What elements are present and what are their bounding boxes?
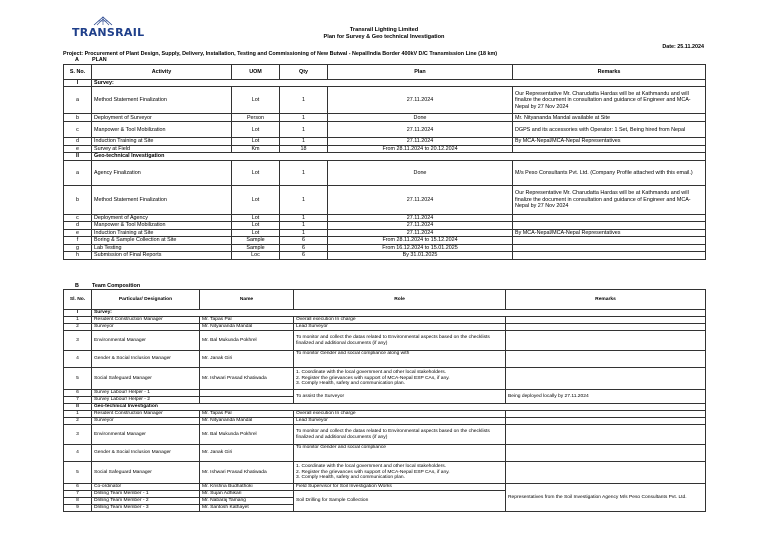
col-header-qty: Qty [280,65,328,80]
row-activity: Agency Finalization [92,160,232,185]
table-row [64,87,706,114]
row-number: 8 [64,498,92,505]
row-number: d [64,222,92,229]
row-number: 5 [64,368,92,390]
team-table [63,289,706,512]
row-name: Mr. Bal Mukunda Pokhrel [200,425,294,445]
row-number: e [64,145,92,152]
section-a-label: PLAN [92,57,107,63]
row-role: Overall execution In charge [294,317,506,324]
row-uom: Lot [232,229,280,236]
section-row-survey [64,80,706,87]
row-qty: 1 [280,138,328,145]
row-remarks [506,331,706,351]
row-number: 7 [64,491,92,498]
row-remarks: By MCA-Nepal/MCA-Nepal Representatives [513,229,706,236]
row-remarks [506,411,706,418]
row-plan: From 28.11.2024 to 20.12.2024 [328,145,513,152]
row-uom: Person [232,114,280,122]
row-activity: Boring & Sample Collection at Site [92,237,232,244]
row-qty: 6 [280,237,328,244]
row-number: 9 [64,505,92,512]
row-activity: Manpower & Tool Mobilization [92,122,232,138]
table-row [64,368,706,390]
section-b-label: Team Composition [92,283,141,289]
row-number: f [64,237,92,244]
plan-table [63,64,706,260]
row-number: 5 [64,462,92,484]
row-designation: Gender & Social Inclusion Manager [92,445,200,462]
table-row [64,390,706,397]
row-number: 3 [64,425,92,445]
row-qty: 1 [280,229,328,236]
row-designation: Gender & Social Inclusion Manager [92,351,200,368]
row-name [200,397,294,404]
row-name: Mr. Tapas Pal [200,411,294,418]
row-activity: Survey at Field [92,145,232,152]
row-remarks: By MCA-Nepal/MCA-Nepal Representatives [513,138,706,145]
row-name: Mr. Ishwari Prasad Khatiwada [200,368,294,390]
section-number: I [64,310,92,317]
row-role: Lead Surveyor [294,418,506,425]
row-remarks [506,324,706,331]
row-number: c [64,122,92,138]
row-number: d [64,138,92,145]
row-plan: 27.11.2024 [328,122,513,138]
row-number: 6 [64,484,92,491]
table-row [64,324,706,331]
table-row [64,214,706,221]
row-remarks: Our Representative Mr. Charudatta Hardas will be at Kathmandu and will finalize the document in consultation and guidance of Engineer and MCA-Nepal by 27 Nov 2024 [513,185,706,214]
row-uom: Loc [232,252,280,259]
row-designation: Resident Construction Manager [92,411,200,418]
col-header-role: Role [294,290,506,310]
row-uom: Lot [232,87,280,114]
row-name: Mr. Nityananda Mandal [200,418,294,425]
row-qty: 6 [280,252,328,259]
row-plan: From 28.11.2024 to 15.12.2024 [328,237,513,244]
plan-header-row [64,65,706,80]
table-row [64,138,706,145]
row-remarks [506,317,706,324]
row-remarks [506,418,706,425]
row-name: Mr. Krishna Budhathoki [200,484,294,491]
section-title: Survey: [92,310,706,317]
row-activity: Submission of Final Reports [92,252,232,259]
row-remarks [506,368,706,390]
table-row [64,462,706,484]
row-activity: Manpower & Tool Mobilization [92,222,232,229]
row-role: 1. Coordinate with the local government and other local stakeholders. 2. Register the grievances with support of MCA-Nepal ESP CAs, if any. 3. Comply Health, safety and communication plan. [294,368,506,390]
row-number: 4 [64,351,92,368]
row-number: a [64,87,92,114]
row-number: 1 [64,411,92,418]
company-logo [72,16,145,42]
row-activity: Method Statement Finalization [92,87,232,114]
row-remarks [513,214,706,221]
row-designation: Social Safeguard Manager [92,462,200,484]
row-designation: Drilling Team Member - 3 [92,505,200,512]
row-qty: 1 [280,122,328,138]
row-designation: Drilling Team Member - 2 [92,498,200,505]
table-row [64,484,706,491]
row-uom: Lot [232,138,280,145]
section-row-survey-team [64,310,706,317]
row-activity: Induction Training at Site [92,229,232,236]
table-row [64,237,706,244]
row-qty: 1 [280,160,328,185]
row-name: Mr. Janak Giri [200,445,294,462]
row-activity: Lab Testing [92,244,232,251]
table-row [64,244,706,251]
row-plan: 27.11.2024 [328,222,513,229]
row-name: Mr. Santosh Kathayet [200,505,294,512]
row-designation: Surveyor [92,324,200,331]
row-uom: Lot [232,214,280,221]
section-row-geo-team [64,404,706,411]
row-remarks [513,237,706,244]
row-name: Mr. Ishwari Prasad Khatiwada [200,462,294,484]
row-designation: Survey Labour/ Helper - 1 [92,390,200,397]
section-title: Survey: [92,80,706,87]
row-uom: Lot [232,185,280,214]
table-row [64,425,706,445]
row-name: Mr. Tapas Pal [200,317,294,324]
table-row [64,418,706,425]
row-uom: Sample [232,237,280,244]
row-remarks: Representatives from the Soil Investigation Agency M/s Peso Consultants Pvt. Ltd. [506,484,706,512]
row-name: Mr. Nityananda Mandal [200,324,294,331]
row-role: To monitor and collect the datas related to Environmental aspects based on the checklists finalized and additional documents (if any) [294,425,506,445]
row-number: 1 [64,317,92,324]
row-designation: Social Safeguard Manager [92,368,200,390]
logo-wordmark: TRANSRAIL [72,26,145,39]
company-name: Transrail Lighting Limited [349,27,419,33]
row-remarks [506,445,706,462]
table-row [64,252,706,259]
row-number: 6 [64,390,92,397]
row-remarks: DGPS and its accessories with Operator: 1 Set, Being hired from Nepal [513,122,706,138]
section-number: I [64,80,92,87]
row-plan: Done [328,114,513,122]
table-row [64,351,706,368]
col-header-team-remarks: Remarks [506,290,706,310]
row-number: 7 [64,397,92,404]
section-number: II [64,153,92,160]
row-remarks [506,351,706,368]
row-qty: 1 [280,114,328,122]
col-header-plan: Plan [328,65,513,80]
row-qty: 1 [280,185,328,214]
table-row [64,445,706,462]
row-designation: Co-ordinator [92,484,200,491]
section-title: Geo-technical Investigation [92,404,706,411]
row-remarks: M/s Peso Consultants Pvt. Ltd. (Company Profile attached with this email.) [513,160,706,185]
row-remarks: Mr. Nityananda Mandal available at Site [513,114,706,122]
row-role: Lead Surveyor [294,324,506,331]
row-name: Mr. Janak Giri [200,351,294,368]
row-role: To monitor Gender and social compliance along with [294,351,506,368]
row-uom: Sample [232,244,280,251]
row-role: Overall execution In charge [294,411,506,418]
row-number: a [64,160,92,185]
col-header-slno: Sl. No. [64,290,92,310]
section-title: Geo-technical Investigation [92,153,706,160]
row-role: Soil Drilling for Sample Collection [294,491,506,512]
row-designation: Environmental Manager [92,331,200,351]
row-plan: 27.11.2024 [328,214,513,221]
row-remarks [513,145,706,152]
row-plan: 27.11.2024 [328,138,513,145]
row-role: To assist the Surveyor [294,390,506,404]
row-plan: 27.11.2024 [328,87,513,114]
row-designation: Surveyor [92,418,200,425]
col-header-activity: Activity [92,65,232,80]
row-activity: Method Statement Finalization [92,185,232,214]
row-designation: Environmental Manager [92,425,200,445]
row-name [200,390,294,397]
row-designation: Drilling Team Member - 1 [92,491,200,498]
col-header-sno: S. No. [64,65,92,80]
table-row [64,222,706,229]
row-name: Mr. Bal Mukunda Pokhrel [200,331,294,351]
table-row [64,122,706,138]
row-uom: Km [232,145,280,152]
row-plan: From 16.12.2024 to 15.01.2025 [328,244,513,251]
row-number: c [64,214,92,221]
row-number: b [64,114,92,122]
row-plan: 27.11.2024 [328,185,513,214]
row-qty: 1 [280,214,328,221]
row-role: To monitor Gender and social compliance [294,445,506,462]
row-remarks [513,244,706,251]
row-uom: Lot [232,160,280,185]
row-designation: Resident Construction Manager [92,317,200,324]
row-activity: Deployment of Surveyor [92,114,232,122]
table-row [64,331,706,351]
section-b-letter: B [75,283,79,289]
row-qty: 6 [280,244,328,251]
row-uom: Lot [232,122,280,138]
row-number: e [64,229,92,236]
table-row [64,185,706,214]
row-number: 3 [64,331,92,351]
table-row [64,317,706,324]
col-header-name: Name [200,290,294,310]
section-a-letter: A [75,57,79,63]
project-description: Project: Procurement of Plant Design, Supply, Delivery, Installation, Testing and Commissioning of New Butwal - Nepal/India Border 400kV D/C Transmission Line (18 km) [63,51,498,57]
row-qty: 1 [280,87,328,114]
row-number: 2 [64,418,92,425]
table-row [64,229,706,236]
row-name: Mr. Nabaraj Tamang [200,498,294,505]
row-qty: 18 [280,145,328,152]
row-name: Mr. Sujan Adhikari [200,491,294,498]
document-title: Plan for Survey & Geo technical Investigation [323,34,445,40]
document-date: Date: 25.11.2024 [662,44,704,50]
section-row-geotech [64,153,706,160]
col-header-uom: UOM [232,65,280,80]
row-plan: By 31.01.2025 [328,252,513,259]
col-header-remarks: Remarks [513,65,706,80]
row-remarks: Our Representative Mr. Charudatta Hardas will be at Kathmandu and will finalize the document in consultation and guidance of Engineer and MCA-Nepal by 27 Nov 2024 [513,87,706,114]
row-number: 4 [64,445,92,462]
row-number: h [64,252,92,259]
row-plan: Done [328,160,513,185]
row-qty: 1 [280,222,328,229]
row-uom: Lot [232,222,280,229]
col-header-designation: Particular/ Designation [92,290,200,310]
row-number: g [64,244,92,251]
row-role: 1. Coordinate with the local government and other local stakeholders. 2. Register the grievances with support of MCA-Nepal ESP CAs, if any. 3. Comply Health, safety and communication plan. [294,462,506,484]
table-row [64,145,706,152]
table-row [64,411,706,418]
row-remarks: Being deployed locally by 27.11.2024 [506,390,706,404]
row-designation: Survey Labour/ Helper - 2 [92,397,200,404]
row-remarks [513,252,706,259]
row-role: To monitor and collect the datas related to Environmental aspects based on the checklists finalized and additional documents (if any) [294,331,506,351]
table-row [64,114,706,122]
row-remarks [506,462,706,484]
team-header-row [64,290,706,310]
row-plan: 27.11.2024 [328,229,513,236]
row-role: Field Supervisor for Soil Investigation Works [294,484,506,491]
row-remarks [506,425,706,445]
tower-logo-icon [92,16,114,26]
row-remarks [513,222,706,229]
row-activity: Deployment of Agency [92,214,232,221]
section-number: II [64,404,92,411]
table-row [64,160,706,185]
row-activity: Induction Training at Site [92,138,232,145]
row-number: b [64,185,92,214]
row-number: 2 [64,324,92,331]
